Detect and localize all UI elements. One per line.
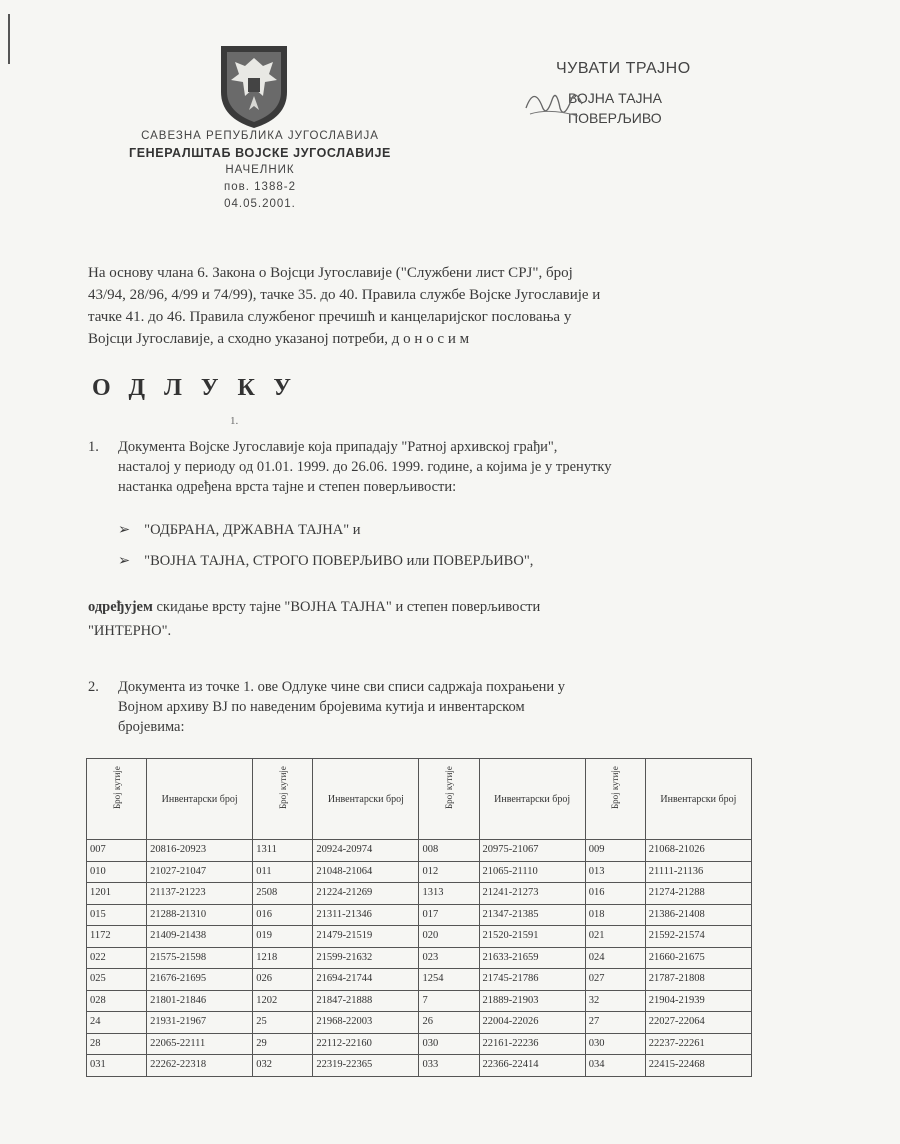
box-number-cell: 015 <box>87 904 147 926</box>
box-number-cell: 29 <box>253 1033 313 1055</box>
box-number-cell: 009 <box>585 840 645 862</box>
inventory-range-cell: 21068-21026 <box>645 840 751 862</box>
decision-title: ОДЛУКУ <box>92 375 311 401</box>
box-number-cell: 25 <box>253 1012 313 1034</box>
bullet-text: "ВОЈНА ТАЈНА, СТРОГО ПОВЕРЉИВО или ПОВЕРЉИВО", <box>144 553 534 569</box>
item-2-line: Документа из точке 1. ове Одлуке чине сви списи садржаја похрањени у <box>118 679 566 695</box>
table-row <box>87 1033 752 1055</box>
inventory-range-cell: 21787-21808 <box>645 969 751 991</box>
table-row <box>87 1012 752 1034</box>
inventory-range-cell: 21311-21346 <box>313 904 419 926</box>
inventory-range-cell: 21274-21288 <box>645 883 751 905</box>
box-number-cell: 32 <box>585 990 645 1012</box>
intro-line: Војсци Југославије, а сходно указаној потреби, д о н о с и м <box>88 331 470 347</box>
inventory-range-cell: 21347-21385 <box>479 904 585 926</box>
decision-line: "ИНТЕРНО". <box>88 623 172 639</box>
table-row <box>87 883 752 905</box>
bullet-text: "ОДБРАНА, ДРЖАВНА ТАЈНА" и <box>144 522 361 538</box>
inventory-range-cell: 21660-21675 <box>645 947 751 969</box>
box-number-cell: 1201 <box>87 883 147 905</box>
inventory-range-cell: 21409-21438 <box>147 926 253 948</box>
inventory-range-cell: 21592-21574 <box>645 926 751 948</box>
decision-rest: скидање врсту тајне "ВОЈНА ТАЈНА" и степен поверљивости <box>152 599 541 615</box>
box-number-cell: 030 <box>419 1033 479 1055</box>
table-row <box>87 1055 752 1077</box>
inventory-range-cell: 21801-21846 <box>147 990 253 1012</box>
inventory-range-cell: 21847-21888 <box>313 990 419 1012</box>
box-number-cell: 2508 <box>253 883 313 905</box>
header-box-number: Број кутије <box>585 759 645 840</box>
item-2-number: 2. <box>88 679 99 695</box>
inventory-range-cell: 21889-21903 <box>479 990 585 1012</box>
box-number-cell: 1311 <box>253 840 313 862</box>
classification-level: ПОВЕРЉИВО <box>568 110 662 126</box>
table-row <box>87 990 752 1012</box>
inventory-range-cell: 20816-20923 <box>147 840 253 862</box>
box-number-cell: 016 <box>585 883 645 905</box>
box-number-cell: 023 <box>419 947 479 969</box>
inventory-range-cell: 20924-20974 <box>313 840 419 862</box>
box-number-cell: 1172 <box>87 926 147 948</box>
box-number-cell: 013 <box>585 861 645 883</box>
inventory-range-cell: 20975-21067 <box>479 840 585 862</box>
letterhead-office: НАЧЕЛНИК <box>225 164 295 176</box>
intro-paragraph <box>88 262 753 350</box>
letterhead-country: САВЕЗНА РЕПУБЛИКА ЈУГОСЛАВИЈА <box>141 130 379 142</box>
archive-inventory-table <box>86 758 752 1077</box>
letterhead-reference-number: пов. 1388-2 <box>224 181 296 193</box>
item-2-line: бројевима: <box>118 719 185 735</box>
box-number-cell: 26 <box>419 1012 479 1034</box>
box-number-cell: 032 <box>253 1055 313 1077</box>
intro-line: тачке 41. до 46. Правила службеног пречишћ и канцеларијског пословања у <box>88 309 572 325</box>
inventory-range-cell: 21111-21136 <box>645 861 751 883</box>
inventory-range-cell: 21968-22003 <box>313 1012 419 1034</box>
header-inventory-number: Инвентарски број <box>645 759 751 840</box>
inventory-range-cell: 21575-21598 <box>147 947 253 969</box>
inventory-range-cell: 21027-21047 <box>147 861 253 883</box>
box-number-cell: 031 <box>87 1055 147 1077</box>
box-number-cell: 010 <box>87 861 147 883</box>
table-row <box>87 947 752 969</box>
table-row <box>87 840 752 862</box>
letterhead <box>100 128 420 213</box>
arrow-bullet-icon: ➢ <box>118 522 131 538</box>
box-number-cell: 022 <box>87 947 147 969</box>
box-number-cell: 007 <box>87 840 147 862</box>
header-inventory-number: Инвентарски број <box>313 759 419 840</box>
inventory-range-cell: 21065-21110 <box>479 861 585 883</box>
box-number-cell: 027 <box>585 969 645 991</box>
box-number-cell: 030 <box>585 1033 645 1055</box>
section-mark: 1. <box>230 415 239 427</box>
box-number-cell: 021 <box>585 926 645 948</box>
inventory-range-cell: 21599-21632 <box>313 947 419 969</box>
box-number-cell: 011 <box>253 861 313 883</box>
inventory-range-cell: 21633-21659 <box>479 947 585 969</box>
inventory-range-cell: 21676-21695 <box>147 969 253 991</box>
header-inventory-number: Инвентарски број <box>147 759 253 840</box>
inventory-range-cell: 21904-21939 <box>645 990 751 1012</box>
table-row <box>87 904 752 926</box>
box-number-cell: 1313 <box>419 883 479 905</box>
box-number-cell: 034 <box>585 1055 645 1077</box>
inventory-range-cell: 21048-21064 <box>313 861 419 883</box>
inventory-range-cell: 21520-21591 <box>479 926 585 948</box>
item-1-number: 1. <box>88 439 99 455</box>
inventory-range-cell: 21479-21519 <box>313 926 419 948</box>
coat-of-arms-emblem <box>215 40 293 130</box>
box-number-cell: 020 <box>419 926 479 948</box>
inventory-range-cell: 21694-21744 <box>313 969 419 991</box>
inventory-range-cell: 21224-21269 <box>313 883 419 905</box>
arrow-bullet-icon: ➢ <box>118 553 131 569</box>
box-number-cell: 019 <box>253 926 313 948</box>
item-1-line: насталој у периоду од 01.01. 1999. до 26.06. 1999. године, а којима је у тренутку <box>118 459 612 475</box>
item-2-line: Војном архиву ВЈ по наведеним бројевима кутија и инвентарском <box>118 699 525 715</box>
item-1-line: настанка одређена врста тајне и степен поверљивости: <box>118 479 457 495</box>
inventory-range-cell: 22065-22111 <box>147 1033 253 1055</box>
decision-paragraph <box>88 595 750 643</box>
inventory-range-cell: 22319-22365 <box>313 1055 419 1077</box>
decision-line <box>88 595 750 619</box>
box-number-cell: 024 <box>585 947 645 969</box>
box-number-cell: 1202 <box>253 990 313 1012</box>
inventory-range-cell: 21745-21786 <box>479 969 585 991</box>
box-number-cell: 018 <box>585 904 645 926</box>
letterhead-date: 04.05.2001. <box>224 198 296 210</box>
box-number-cell: 016 <box>253 904 313 926</box>
box-number-cell: 033 <box>419 1055 479 1077</box>
inventory-range-cell: 22237-22261 <box>645 1033 751 1055</box>
inventory-range-cell: 22415-22468 <box>645 1055 751 1077</box>
box-number-cell: 012 <box>419 861 479 883</box>
box-number-cell: 026 <box>253 969 313 991</box>
inventory-range-cell: 22027-22064 <box>645 1012 751 1034</box>
bullet-item <box>118 522 361 539</box>
classification-stamp <box>520 60 740 130</box>
box-number-cell: 017 <box>419 904 479 926</box>
inventory-range-cell: 22004-22026 <box>479 1012 585 1034</box>
header-inventory-number: Инвентарски број <box>479 759 585 840</box>
handwritten-signature <box>520 78 590 123</box>
bullet-item <box>118 553 533 570</box>
inventory-range-cell: 21386-21408 <box>645 904 751 926</box>
classification-retention: ЧУВАТИ ТРАЈНО <box>556 60 691 77</box>
header-box-number: Број кутије <box>253 759 313 840</box>
box-number-cell: 24 <box>87 1012 147 1034</box>
box-number-cell: 28 <box>87 1033 147 1055</box>
intro-line: 43/94, 28/96, 4/99 и 74/99), тачке 35. до 40. Правила службе Војске Југославије и <box>88 287 601 303</box>
table-row <box>87 926 752 948</box>
intro-line: На основу члана 6. Закона о Војсци Југославије ("Службени лист СРЈ", број <box>88 265 573 281</box>
table-row <box>87 969 752 991</box>
table-row <box>87 861 752 883</box>
inventory-range-cell: 21931-21967 <box>147 1012 253 1034</box>
decision-verb: одређујем <box>88 599 153 615</box>
table-body <box>87 840 752 1077</box>
header-box-number: Број кутије <box>419 759 479 840</box>
letterhead-institution: ГЕНЕРАЛШТАБ ВОЈСКЕ ЈУГОСЛАВИЈЕ <box>129 146 391 160</box>
box-number-cell: 028 <box>87 990 147 1012</box>
box-number-cell: 025 <box>87 969 147 991</box>
inventory-range-cell: 22262-22318 <box>147 1055 253 1077</box>
inventory-range-cell: 21137-21223 <box>147 883 253 905</box>
box-number-cell: 7 <box>419 990 479 1012</box>
header-box-number: Број кутије <box>87 759 147 840</box>
inventory-range-cell: 22161-22236 <box>479 1033 585 1055</box>
box-number-cell: 1254 <box>419 969 479 991</box>
classification-secret-type: ВОЈНА ТАЈНА <box>568 90 662 106</box>
inventory-range-cell: 22112-22160 <box>313 1033 419 1055</box>
inventory-range-cell: 21288-21310 <box>147 904 253 926</box>
box-number-cell: 27 <box>585 1012 645 1034</box>
table-header-row <box>87 759 752 840</box>
box-number-cell: 1218 <box>253 947 313 969</box>
item-1-line: Документа Војске Југославије која припадају "Ратној архивској грађи", <box>118 439 558 455</box>
scan-edge-mark <box>8 14 10 64</box>
inventory-range-cell: 21241-21273 <box>479 883 585 905</box>
box-number-cell: 008 <box>419 840 479 862</box>
inventory-range-cell: 22366-22414 <box>479 1055 585 1077</box>
